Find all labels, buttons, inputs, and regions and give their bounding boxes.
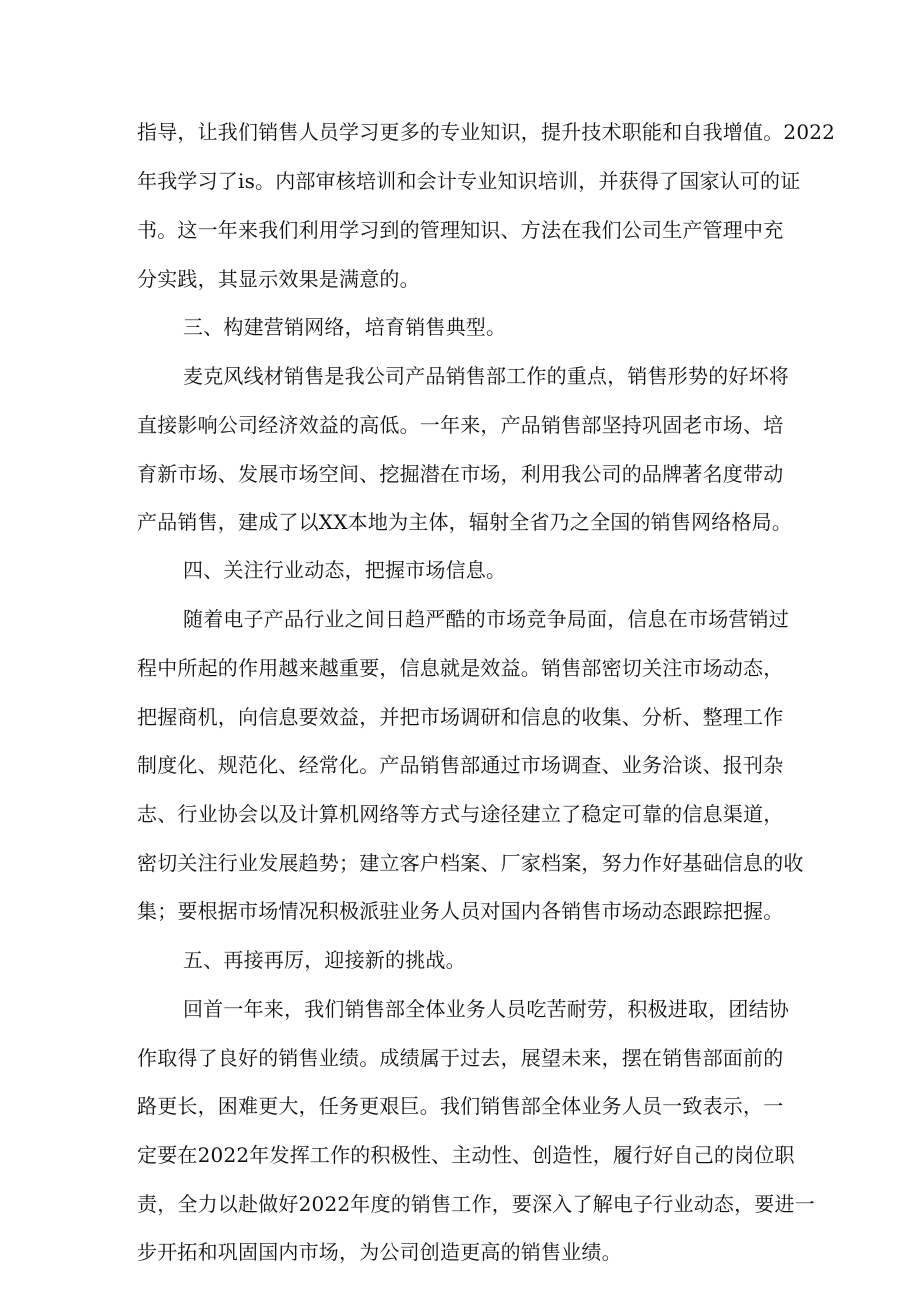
text-line-6: 直接影响公司经济效益的高低。一年来，产品销售部坚持巩固老市场、培: [137, 413, 784, 437]
text-line-4: 分实践，其显示效果是满意的。: [137, 267, 420, 291]
section-heading-3: 三、构建营销网络，培育销售典型。: [183, 315, 507, 339]
section-heading-5: 五、再接再厉，迎接新的挑战。: [183, 948, 466, 972]
text-line-10: 程中所起的作用越来越重要，信息就是效益。销售部密切关注市场动态，: [137, 656, 784, 680]
text-line-16: 回首一年来，我们销售部全体业务人员吃苦耐劳，积极进取，团结协: [183, 997, 789, 1021]
text-line-11: 把握商机，向信息要效益，并把市场调研和信息的收集、分析、整理工作: [137, 705, 784, 729]
text-line-18: 路更长，困难更大，任务更艰巨。我们销售部全体业务人员一致表示，一: [137, 1094, 784, 1118]
text-line-21: 步开拓和巩固国内市场，为公司创造更高的销售业绩。: [137, 1240, 622, 1264]
text-line-13: 志、行业协会以及计算机网络等方式与途径建立了稳定可靠的信息渠道，: [137, 802, 784, 826]
text-line-20: 责，全力以赴做好2022年度的销售工作，要深入了解电子行业动态，要进一: [137, 1192, 815, 1216]
text-line-1: 指导，让我们销售人员学习更多的专业知识，提升技术职能和自我增值。2022: [137, 120, 836, 144]
text-line-3: 书。这一年来我们利用学习到的管理知识、方法在我们公司生产管理中充: [137, 218, 784, 242]
text-line-15: 集；要根据市场情况积极派驻业务人员对国内各销售市场动态跟踪把握。: [137, 899, 784, 923]
text-line-2: 年我学习了is。内部审核培训和会计专业知识培训，并获得了国家认可的证: [137, 169, 801, 193]
text-line-5: 麦克风线材销售是我公司产品销售部工作的重点，销售形势的好坏将: [183, 364, 789, 388]
text-line-8: 产品销售，建成了以XX本地为主体，辐射全省乃之全国的销售网络格局。: [137, 510, 793, 534]
text-line-17: 作取得了良好的销售业绩。成绩属于过去，展望未来，摆在销售部面前的: [137, 1046, 784, 1070]
text-line-7: 育新市场、发展市场空间、挖掘潜在市场，利用我公司的品牌著名度带动: [137, 462, 784, 486]
text-line-12: 制度化、规范化、经常化。产品销售部通过市场调查、业务洽谈、报刊杂: [137, 753, 784, 777]
text-line-19: 定要在2022年发挥工作的积极性、主动性、创造性，履行好自己的岗位职: [137, 1143, 795, 1167]
text-line-9: 随着电子产品行业之间日趋严酷的市场竞争局面，信息在市场营销过: [183, 607, 789, 631]
section-heading-4: 四、关注行业动态，把握市场信息。: [183, 558, 507, 582]
text-line-14: 密切关注行业发展趋势；建立客户档案、厂家档案，努力作好基础信息的收: [137, 851, 804, 875]
